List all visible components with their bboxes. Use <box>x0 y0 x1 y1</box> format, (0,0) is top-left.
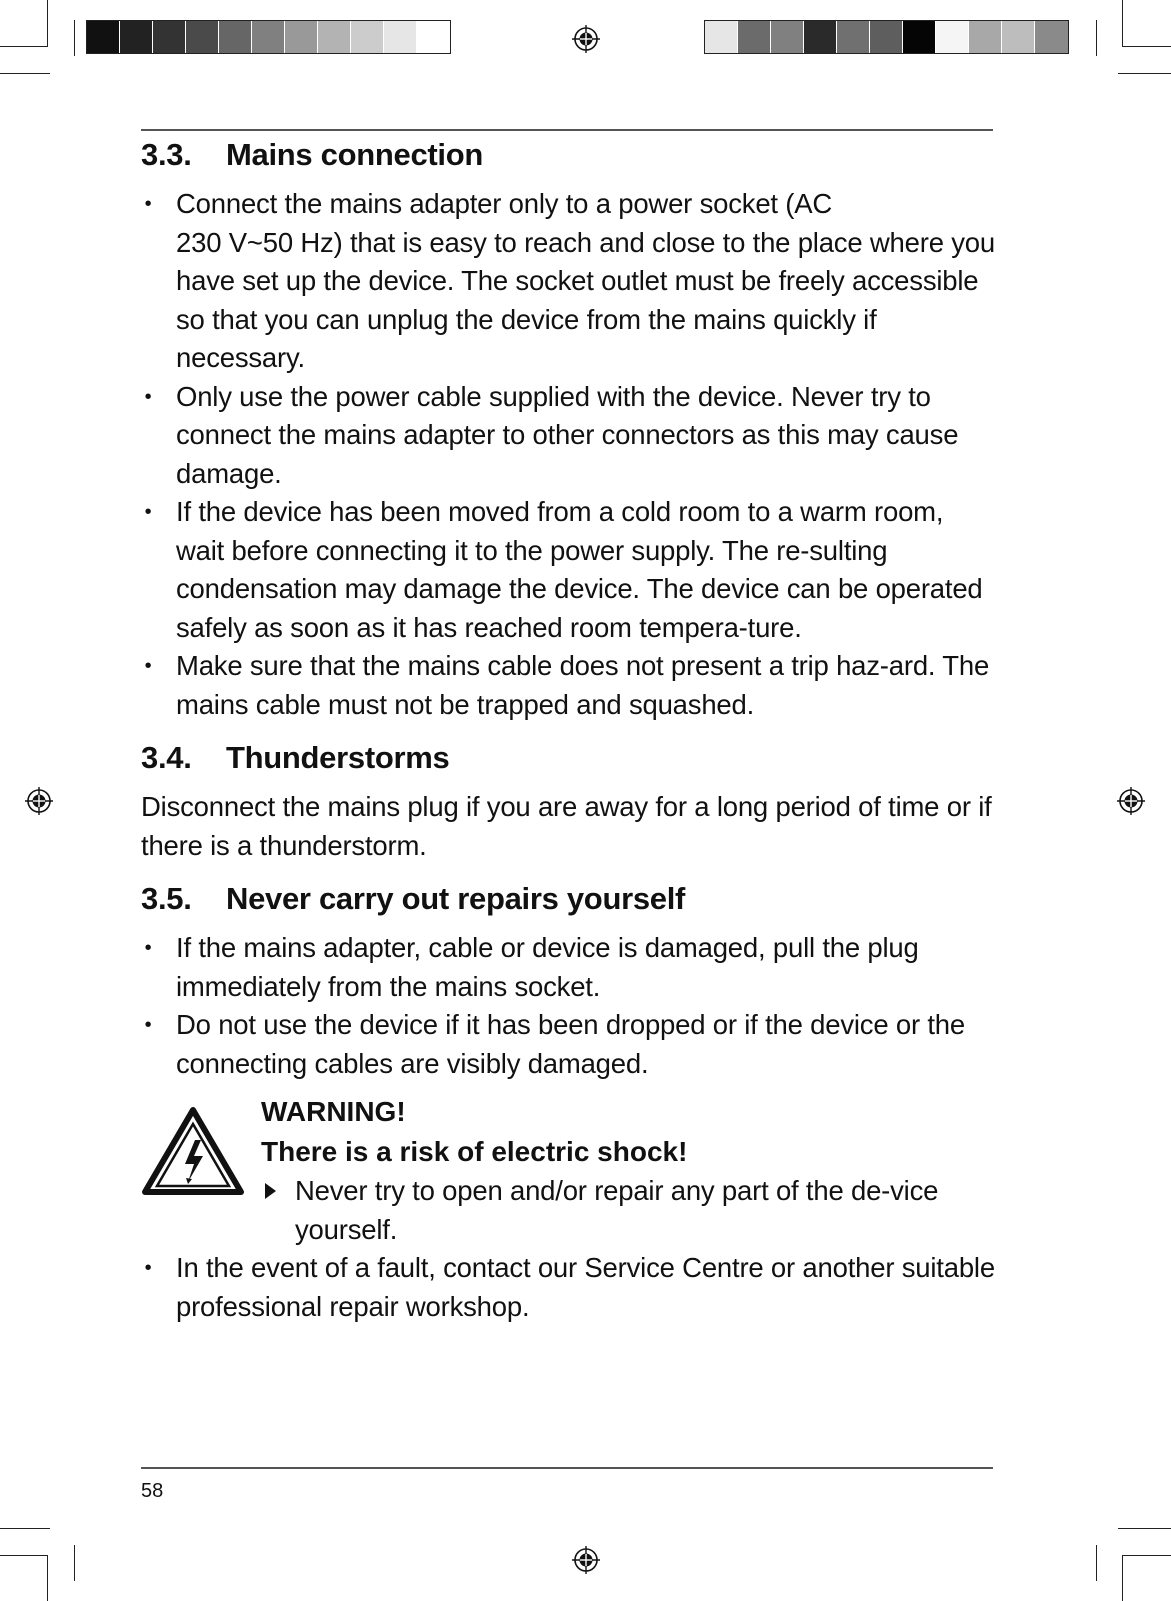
color-swatch <box>384 21 417 53</box>
color-swatch <box>219 21 252 53</box>
bullet-icon: • <box>144 193 152 215</box>
registration-mark-icon <box>25 787 53 815</box>
bullet-list <box>141 1249 997 1326</box>
list-item-text: Do not use the device if it has been dropped or if the device or the connecting cables are visibly damaged. <box>176 1009 965 1079</box>
list-item-text: If the mains adapter, cable or device is damaged, pull the plug immediately from the mains socket. <box>176 932 919 1002</box>
color-swatch <box>969 21 1002 53</box>
header-rule <box>141 129 993 131</box>
color-swatch <box>903 21 936 53</box>
color-swatch <box>120 21 153 53</box>
color-swatch <box>1002 21 1035 53</box>
bullet-list <box>141 929 997 1083</box>
list-item-text: Make sure that the mains cable does not present a trip haz-ard. The mains cable must not be trapped and squashed. <box>176 650 990 720</box>
triangle-right-icon <box>265 1183 276 1199</box>
registration-mark-icon <box>1117 787 1145 815</box>
list-item <box>141 1249 997 1326</box>
list-item <box>141 493 997 647</box>
color-calibration-bar-left <box>86 20 451 54</box>
list-item <box>141 929 997 1006</box>
section-heading <box>141 135 997 175</box>
section-thunderstorms <box>141 738 997 865</box>
warning-heading: WARNING! <box>261 1096 406 1127</box>
list-item-text: In the event of a fault, contact our Service Centre or another suitable professional repair workshop. <box>176 1252 995 1322</box>
list-item <box>141 185 997 378</box>
section-heading <box>141 879 997 919</box>
color-swatch <box>837 21 870 53</box>
warning-box <box>141 1092 997 1249</box>
color-swatch <box>318 21 351 53</box>
list-item-text: If the device has been moved from a cold room to a warm room, wait before connecting it to the power supply. The re-sulting condensation may damage the device. The device can be operated safely as soon as it has reached room tempera-ture. <box>176 496 983 643</box>
section-number: 3.3. <box>141 137 192 172</box>
bullet-icon: • <box>144 655 152 677</box>
bullet-icon: • <box>144 1014 152 1036</box>
section-title: Thunderstorms <box>226 740 450 775</box>
warning-subheading: There is a risk of electric shock! <box>261 1136 688 1167</box>
registration-mark-icon <box>572 25 600 53</box>
section-repairs <box>141 879 997 1326</box>
color-swatch <box>936 21 969 53</box>
color-swatch <box>252 21 285 53</box>
bullet-list <box>141 185 997 724</box>
page-number: 58 <box>141 1480 164 1502</box>
color-swatch <box>153 21 186 53</box>
color-swatch <box>705 21 738 53</box>
color-swatch <box>804 21 837 53</box>
section-title: Never carry out repairs yourself <box>226 881 686 916</box>
section-mains-connection <box>141 135 997 724</box>
bullet-icon: • <box>144 937 152 959</box>
color-swatch <box>771 21 804 53</box>
color-swatch <box>417 21 450 53</box>
footer-rule <box>141 1467 993 1469</box>
list-item <box>141 378 997 494</box>
section-paragraph: Disconnect the mains plug if you are away for a long period of time or if there is a thunderstorm. <box>141 791 992 861</box>
electric-shock-warning-icon <box>141 1106 245 1198</box>
color-swatch <box>87 21 120 53</box>
color-swatch <box>351 21 384 53</box>
bullet-icon: • <box>144 501 152 523</box>
color-swatch <box>1035 21 1068 53</box>
color-swatch <box>738 21 771 53</box>
bullet-icon: • <box>144 1257 152 1279</box>
section-title: Mains connection <box>226 137 484 172</box>
section-heading <box>141 738 997 778</box>
color-swatch <box>186 21 219 53</box>
color-swatch <box>870 21 903 53</box>
page-content <box>141 135 997 1326</box>
warning-instruction-text: Never try to open and/or repair any part of the de-vice yourself. <box>295 1175 939 1245</box>
registration-mark-icon <box>572 1546 600 1574</box>
color-calibration-bar-right <box>704 20 1069 54</box>
section-number: 3.5. <box>141 881 192 916</box>
warning-instruction <box>261 1172 997 1249</box>
list-item <box>141 1006 997 1083</box>
section-number: 3.4. <box>141 740 192 775</box>
list-item <box>141 647 997 724</box>
list-item-text: Connect the mains adapter only to a power socket (AC 230 V~50 Hz) that is easy to reach and close to the place where you have set up the device. The socket outlet must be freely accessible so that you can unplug the device from the mains quickly if necessary. <box>176 188 995 373</box>
list-item-text: Only use the power cable supplied with the device. Never try to connect the mains adapter to other connectors as this may cause damage. <box>176 380 959 489</box>
bullet-icon: • <box>144 385 152 408</box>
color-swatch <box>285 21 318 53</box>
